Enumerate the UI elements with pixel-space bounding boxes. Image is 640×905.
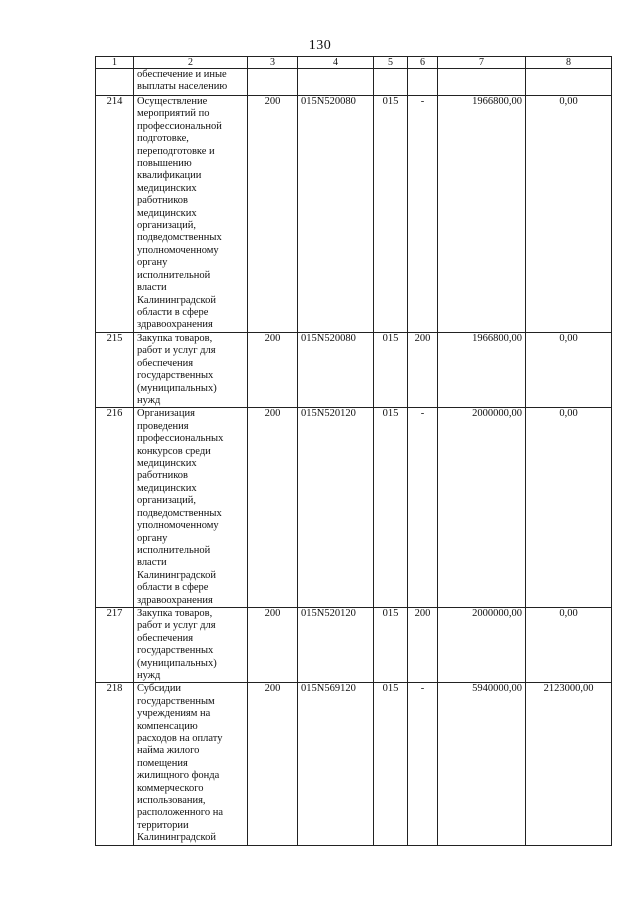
column-header: 7 [438,57,526,69]
amount2-cell: 0,00 [526,333,612,408]
table-header-row [96,57,612,69]
page-number: 130 [308,38,332,53]
column-header: 8 [526,57,612,69]
col6-cell: 200 [408,333,438,408]
empty-cell [374,69,408,96]
col5-cell: 015 [374,408,408,608]
empty-cell [298,69,374,96]
column-header: 2 [134,57,248,69]
row-number-cell [96,69,134,96]
description-cell: Организация проведения профессиональных конкурсов среди медицинских работников медицинских организаций, подведомственных уполномоченному органу исполнительной власти Калининградской области в сфере здравоохранения [134,408,248,608]
table-row-continuation [96,69,612,96]
col6-cell: - [408,96,438,333]
empty-cell [526,69,612,96]
row-number-cell: 214 [96,96,134,333]
empty-cell [438,69,526,96]
table-row [96,607,612,682]
column-header: 6 [408,57,438,69]
empty-cell [408,69,438,96]
description-cell: Закупка товаров, работ и услуг для обеспечения государственных (муниципальных) нужд [134,607,248,682]
amount-cell: 1966800,00 [438,333,526,408]
col6-cell: - [408,408,438,608]
target-code-cell: 015N520080 [298,96,374,333]
target-code-cell: 015N569120 [298,683,374,845]
col3-cell: 200 [248,607,298,682]
col6-cell: 200 [408,607,438,682]
budget-table [95,56,612,846]
column-header: 1 [96,57,134,69]
amount2-cell: 0,00 [526,96,612,333]
target-code-cell: 015N520120 [298,607,374,682]
table-row [96,333,612,408]
target-code-cell: 015N520080 [298,333,374,408]
column-header: 3 [248,57,298,69]
table-row [96,683,612,845]
description-cell: Закупка товаров, работ и услуг для обеспечения государственных (муниципальных) нужд [134,333,248,408]
column-header: 5 [374,57,408,69]
col3-cell: 200 [248,333,298,408]
empty-cell [248,69,298,96]
col3-cell: 200 [248,96,298,333]
row-number-cell: 216 [96,408,134,608]
description-cell: Субсидии государственным учреждениям на компенсацию расходов на оплату найма жилого помещения жилищного фонда коммерческого использования, расположенного на территории Калининградской [134,683,248,845]
amount-cell: 5940000,00 [438,683,526,845]
col5-cell: 015 [374,607,408,682]
col3-cell: 200 [248,683,298,845]
col5-cell: 015 [374,333,408,408]
column-header: 4 [298,57,374,69]
amount-cell: 1966800,00 [438,96,526,333]
target-code-cell: 015N520120 [298,408,374,608]
row-number-cell: 217 [96,607,134,682]
amount2-cell: 2123000,00 [526,683,612,845]
col3-cell: 200 [248,408,298,608]
row-number-cell: 218 [96,683,134,845]
col5-cell: 015 [374,683,408,845]
description-cell: Осуществление мероприятий по профессиональной подготовке, переподготовке и повышению квалификации медицинских работников медицинских организаций, подведомственных уполномоченному органу исполнительной власти Калининградской области в сфере здравоохранения [134,96,248,333]
amount2-cell: 0,00 [526,408,612,608]
amount-cell: 2000000,00 [438,607,526,682]
amount-cell: 2000000,00 [438,408,526,608]
table-row [96,96,612,333]
row-number-cell: 215 [96,333,134,408]
description-cell: обеспечение и иные выплаты населению [134,69,248,96]
amount2-cell: 0,00 [526,607,612,682]
col6-cell: - [408,683,438,845]
col5-cell: 015 [374,96,408,333]
table-row [96,408,612,608]
